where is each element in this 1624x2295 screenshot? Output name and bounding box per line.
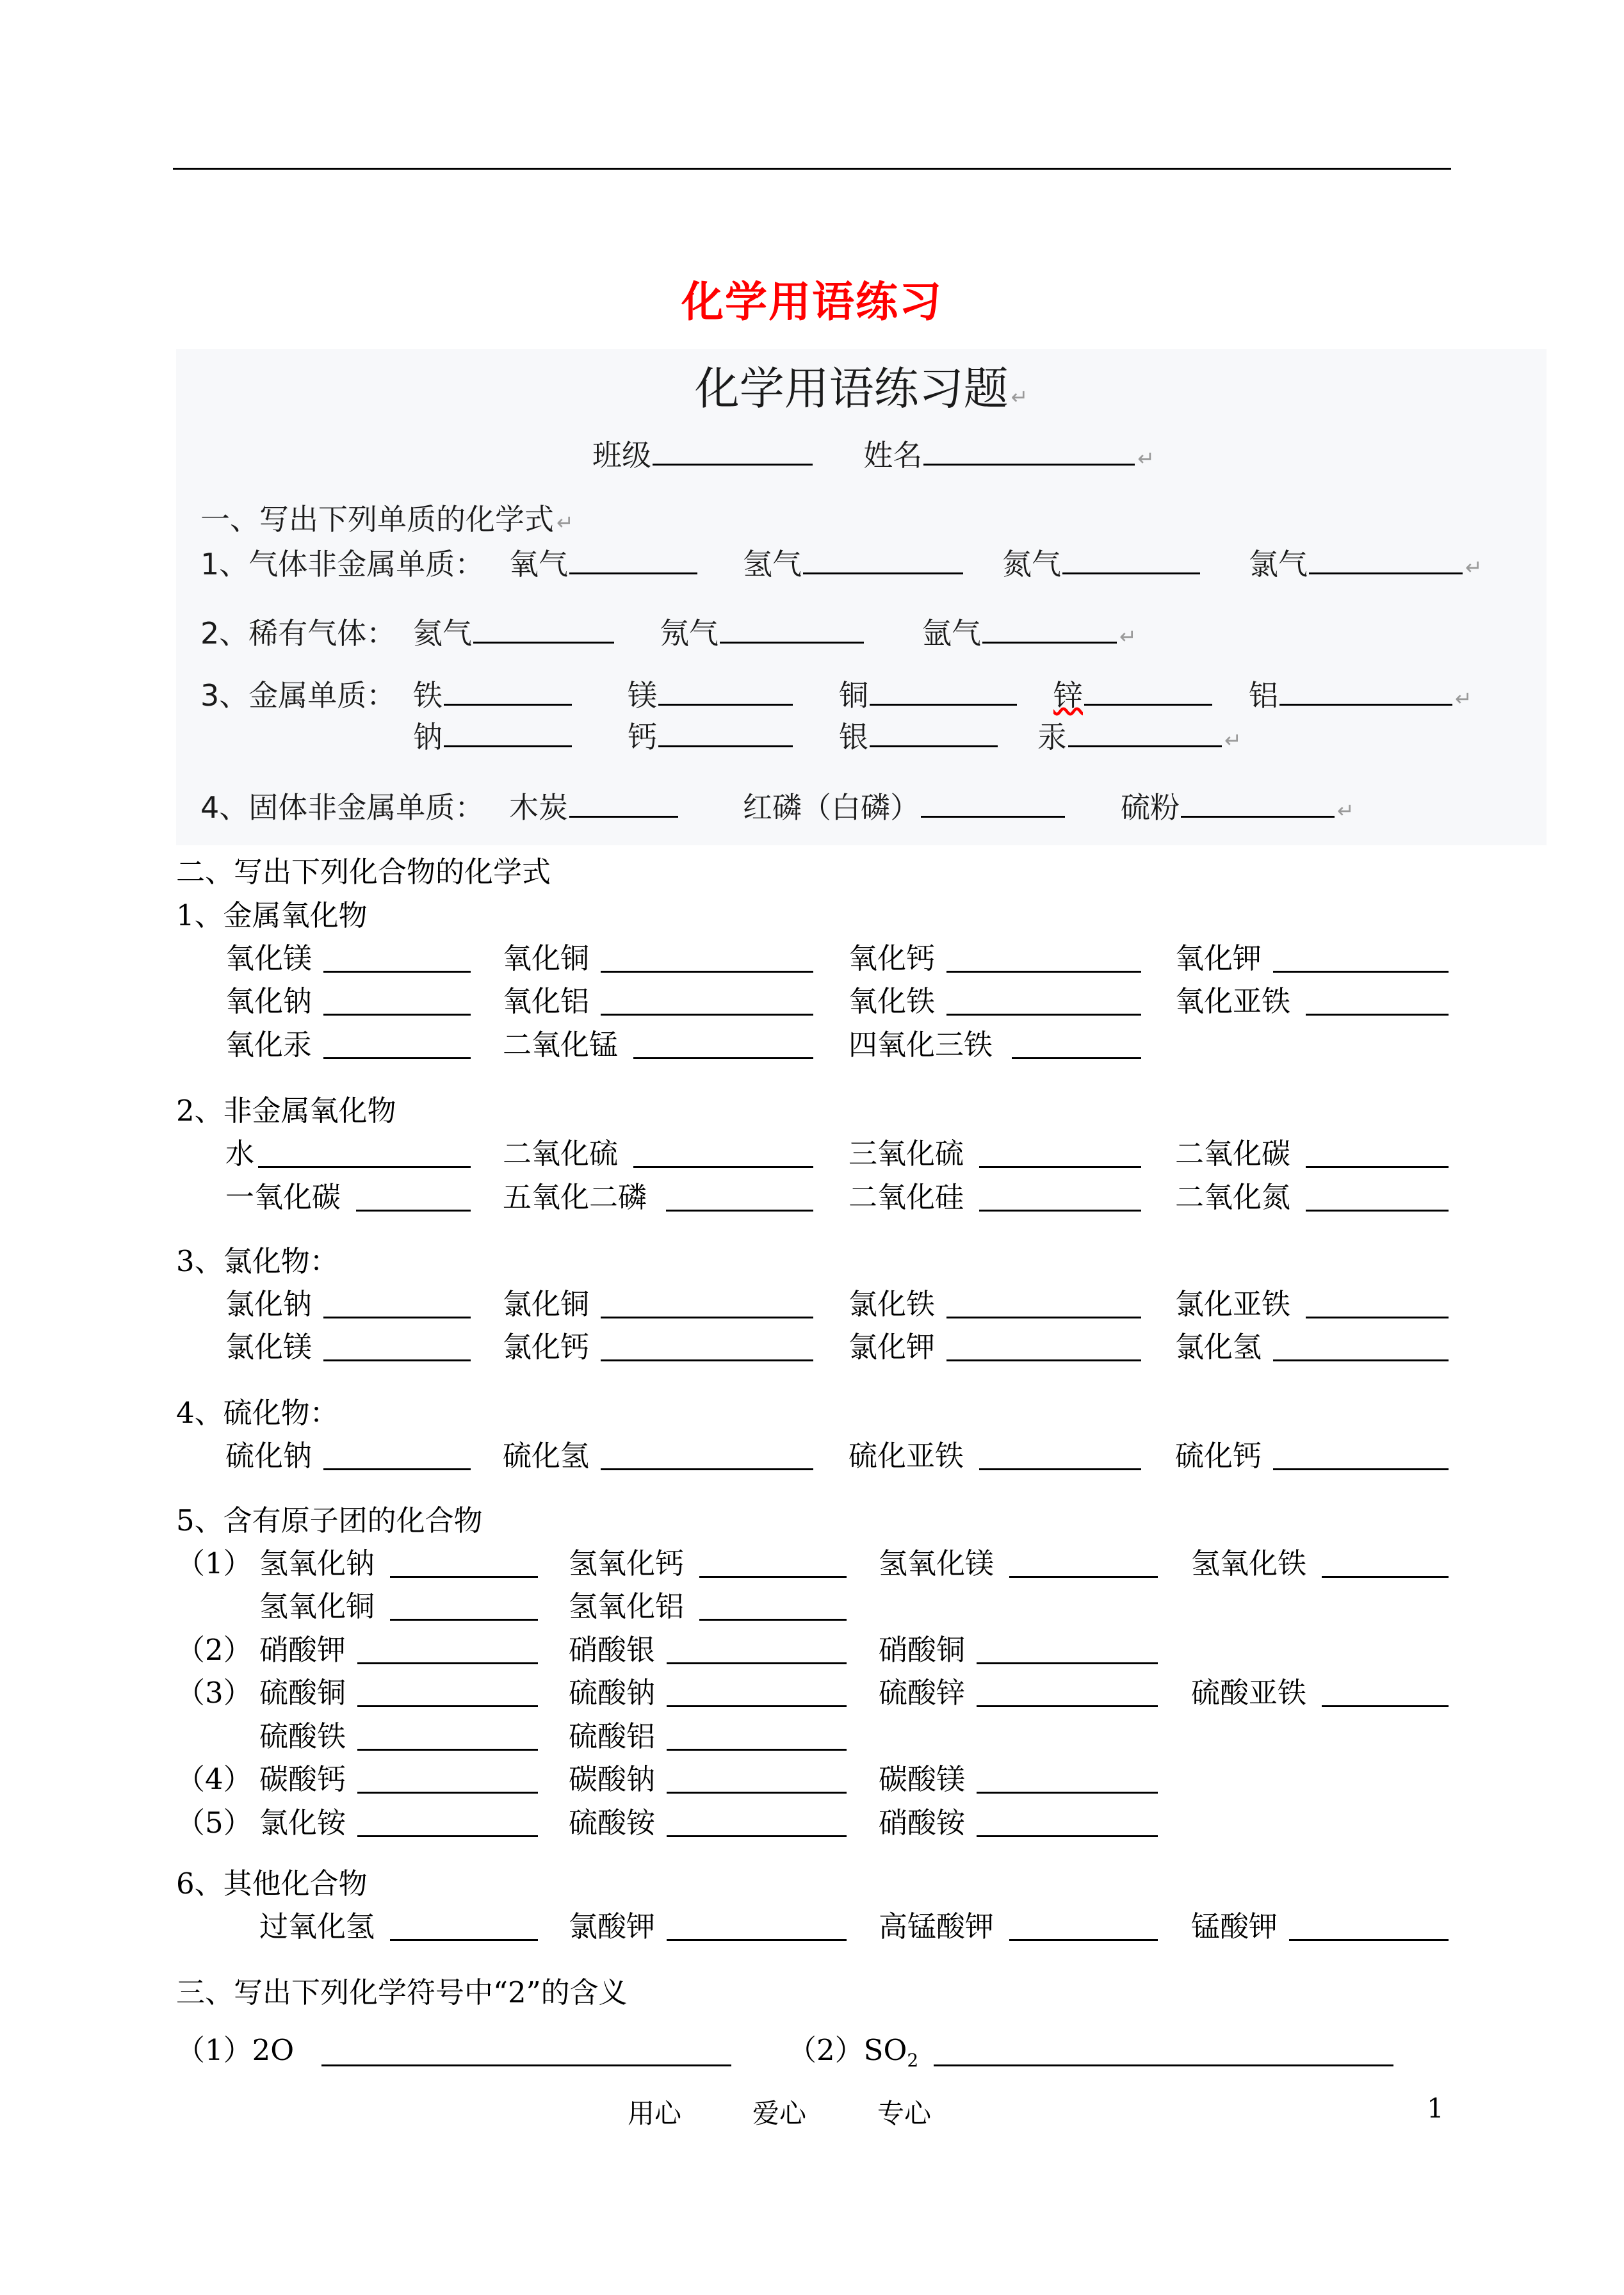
footer-motto-3: 专心 xyxy=(877,2098,932,2129)
r3-item: 镁 xyxy=(628,672,793,715)
compound-label: 硝酸铜 xyxy=(879,1633,966,1667)
footer-motto-2: 爱心 xyxy=(752,2098,807,2129)
compound-label: 氯化钙 xyxy=(503,1330,590,1364)
group-5-heading: 5、含有原子团的化合物 xyxy=(176,1504,483,1537)
r3-item: 钙 xyxy=(628,714,793,756)
answer-blank[interactable] xyxy=(601,1317,813,1318)
compound-label: 硫化氢 xyxy=(503,1439,590,1473)
r4-item: 红磷（白磷） xyxy=(743,784,1065,827)
r2-item: 氖气 xyxy=(660,610,864,653)
answer-blank[interactable] xyxy=(667,1939,847,1941)
compound-label: 水 xyxy=(225,1137,255,1171)
compound-label: 氧化铝 xyxy=(503,984,590,1018)
answer-blank[interactable] xyxy=(1306,1014,1449,1016)
compound-label: 氧化钾 xyxy=(1175,941,1262,975)
question-1: （1）2O xyxy=(176,2033,295,2067)
compound-label: 氧化钠 xyxy=(225,984,313,1018)
answer-blank[interactable] xyxy=(1306,1166,1449,1168)
worksheet-title: 化学用语练习题 ↵ xyxy=(694,362,1028,415)
answer-blank[interactable] xyxy=(323,971,471,973)
answer-blank[interactable] xyxy=(979,1210,1141,1212)
answer-blank[interactable] xyxy=(633,1166,813,1168)
r3-item: 银 xyxy=(839,714,998,756)
answer-blank[interactable] xyxy=(979,1468,1141,1470)
r1-item: 氧气 xyxy=(509,541,697,583)
compound-label: 高锰酸钾 xyxy=(879,1910,995,1943)
section-1-heading: 一、写出下列单质的化学式 ↵ xyxy=(200,502,574,537)
item-number: （1） xyxy=(176,1546,252,1580)
compound-label: 锰酸钾 xyxy=(1191,1910,1278,1943)
footer-motto-1: 用心 xyxy=(628,2098,682,2129)
r2-item: 氦气 xyxy=(413,610,614,653)
compound-label: 硫化钠 xyxy=(225,1439,313,1473)
r3-item: 锌 xyxy=(1053,672,1212,715)
compound-label: 二氧化硅 xyxy=(849,1180,964,1214)
compound-label: 氢氧化铁 xyxy=(1191,1546,1307,1580)
compound-label: 氧化亚铁 xyxy=(1175,984,1291,1018)
answer-blank[interactable] xyxy=(977,1792,1158,1794)
compound-label: 硫化钙 xyxy=(1175,1439,1262,1473)
answer-blank[interactable] xyxy=(1009,1576,1158,1578)
r1-item: 氯气 ↵ xyxy=(1249,547,1482,581)
compound-label: 硫化亚铁 xyxy=(849,1439,964,1473)
answer-blank[interactable] xyxy=(946,1014,1141,1016)
question-2: $(2)SO_2$ xyxy=(788,2033,919,2071)
answer-blank[interactable] xyxy=(1009,1939,1158,1941)
r3-item: 钠 xyxy=(413,714,572,756)
compound-label: 硫酸亚铁 xyxy=(1191,1676,1307,1710)
page-number: 1 xyxy=(1427,2093,1444,2124)
answer-blank[interactable] xyxy=(979,1166,1141,1168)
group-4-heading: 4、硫化物： xyxy=(176,1396,339,1430)
answer-blank[interactable] xyxy=(699,1576,847,1578)
answer-blank[interactable] xyxy=(601,1468,813,1470)
answer-blank[interactable] xyxy=(323,1468,471,1470)
compound-label: 碳酸镁 xyxy=(879,1762,966,1796)
r4-item: 木炭 xyxy=(509,784,678,827)
compound-label: 硝酸银 xyxy=(569,1633,656,1667)
compound-label: 氯化铜 xyxy=(503,1287,590,1321)
answer-blank[interactable] xyxy=(667,1835,847,1837)
compound-label: 氧化钙 xyxy=(849,941,936,975)
answer-blank[interactable] xyxy=(1289,1939,1449,1941)
r3-item: 铜 xyxy=(839,672,1017,715)
compound-label: 氢氧化铝 xyxy=(569,1589,685,1623)
item-number: （5） xyxy=(176,1806,252,1840)
group-1-heading: 1、金属氧化物 xyxy=(176,898,368,932)
compound-label: 氯酸钾 xyxy=(569,1910,656,1943)
r3-item: 铝 ↵ xyxy=(1249,678,1472,713)
answer-blank[interactable] xyxy=(977,1835,1158,1837)
answer-blank[interactable] xyxy=(357,1835,538,1837)
answer-blank[interactable] xyxy=(633,1057,813,1059)
compound-label: 氯化镁 xyxy=(225,1330,313,1364)
answer-blank[interactable] xyxy=(323,1317,471,1318)
compound-label: 氯化钠 xyxy=(225,1287,313,1321)
group-2-heading: 2、非金属氧化物 xyxy=(176,1094,396,1128)
compound-label: 二氧化碳 xyxy=(1175,1137,1291,1171)
answer-blank[interactable] xyxy=(356,1210,471,1212)
answer-blank[interactable] xyxy=(357,1749,538,1751)
answer-blank[interactable] xyxy=(666,1210,813,1212)
answer-blank[interactable] xyxy=(1273,971,1449,973)
group-6-heading: 6、其他化合物 xyxy=(176,1867,368,1901)
group-3-heading: 3、氯化物： xyxy=(176,1244,339,1278)
compound-label: 氧化铁 xyxy=(849,984,936,1018)
answer-blank[interactable] xyxy=(1306,1210,1449,1212)
answer-blank[interactable] xyxy=(667,1749,847,1751)
compound-label: 二氧化硫 xyxy=(503,1137,619,1171)
section-2-heading: 二、写出下列化合物的化学式 xyxy=(176,855,551,889)
compound-label: 硫酸铜 xyxy=(259,1676,346,1710)
answer-blank[interactable] xyxy=(946,1317,1141,1318)
compound-label: 碳酸钙 xyxy=(259,1762,346,1796)
answer-blank[interactable] xyxy=(323,1014,471,1016)
compound-label: 四氧化三铁 xyxy=(849,1028,993,1062)
compound-label: 氯化钾 xyxy=(849,1330,936,1364)
answer-line-2[interactable] xyxy=(934,2064,1393,2066)
item-number: （2） xyxy=(176,1633,252,1667)
compound-label: 硫酸铁 xyxy=(259,1719,346,1753)
compound-label: 氯化铵 xyxy=(259,1806,346,1840)
compound-label: 氢氧化钙 xyxy=(569,1546,685,1580)
compound-label: 硝酸铵 xyxy=(879,1806,966,1840)
r3-item: 铁 xyxy=(413,672,572,715)
answer-blank[interactable] xyxy=(357,1705,538,1707)
answer-blank[interactable] xyxy=(323,1057,471,1059)
compound-label: 硫酸铝 xyxy=(569,1719,656,1753)
compound-label: 氯化亚铁 xyxy=(1175,1287,1291,1321)
document-title: 化学用语练习 xyxy=(681,277,943,327)
compound-label: 硝酸钾 xyxy=(259,1633,346,1667)
answer-blank[interactable] xyxy=(601,1014,813,1016)
compound-label: 氢氧化钠 xyxy=(259,1546,375,1580)
r1-item: 氢气 xyxy=(743,541,963,583)
answer-blank[interactable] xyxy=(1306,1317,1449,1318)
answer-blank[interactable] xyxy=(667,1705,847,1707)
answer-line-1[interactable] xyxy=(321,2064,731,2066)
r4-item: 硫粉 ↵ xyxy=(1121,790,1354,825)
compound-label: 硫酸铵 xyxy=(569,1806,656,1840)
answer-blank[interactable] xyxy=(946,971,1141,973)
r2-head: 2、稀有气体： xyxy=(200,616,396,651)
r3-head: 3、金属单质： xyxy=(200,678,396,713)
header-rule xyxy=(173,168,1451,170)
compound-label: 二氧化锰 xyxy=(503,1028,619,1062)
worksheet-image xyxy=(176,349,1547,845)
compound-label: 氧化镁 xyxy=(225,941,313,975)
compound-label: 五氧化二磷 xyxy=(503,1180,647,1214)
answer-blank[interactable] xyxy=(390,1939,538,1941)
r1-head: 1、气体非金属单质： xyxy=(200,547,485,581)
compound-label: 氢氧化镁 xyxy=(879,1546,995,1580)
compound-label: 硫酸钠 xyxy=(569,1676,656,1710)
section-3-heading: 三、写出下列化学符号中“2”的含义 xyxy=(176,1975,628,2009)
answer-blank[interactable] xyxy=(323,1359,471,1361)
answer-blank[interactable] xyxy=(601,971,813,973)
answer-blank[interactable] xyxy=(977,1705,1158,1707)
answer-blank[interactable] xyxy=(390,1576,538,1578)
r4-head: 4、固体非金属单质： xyxy=(200,790,485,825)
answer-blank[interactable] xyxy=(1012,1057,1141,1059)
compound-label: 过氧化氢 xyxy=(259,1910,375,1943)
answer-blank[interactable] xyxy=(1322,1705,1449,1707)
compound-label: 碳酸钠 xyxy=(569,1762,656,1796)
answer-blank[interactable] xyxy=(977,1662,1158,1664)
compound-label: 氢氧化铜 xyxy=(259,1589,375,1623)
class-name-row: 班级 姓名 ↵ xyxy=(592,438,1155,473)
compound-label: 硫酸锌 xyxy=(879,1676,966,1710)
r3-item: 汞 ↵ xyxy=(1037,720,1242,754)
answer-blank[interactable] xyxy=(1273,1359,1449,1361)
compound-label: 三氧化硫 xyxy=(849,1137,964,1171)
answer-blank[interactable] xyxy=(258,1166,471,1168)
r1-item: 氮气 xyxy=(1002,541,1200,583)
r2-item: 氩气 ↵ xyxy=(922,616,1137,651)
answer-blank[interactable] xyxy=(390,1619,538,1621)
answer-blank[interactable] xyxy=(946,1359,1141,1361)
answer-blank[interactable] xyxy=(357,1792,538,1794)
compound-label: 一氧化碳 xyxy=(225,1180,341,1214)
answer-blank[interactable] xyxy=(667,1792,847,1794)
item-number: （4） xyxy=(176,1762,252,1796)
answer-blank[interactable] xyxy=(667,1662,847,1664)
answer-blank[interactable] xyxy=(357,1662,538,1664)
compound-label: 氧化汞 xyxy=(225,1028,313,1062)
item-number: （3） xyxy=(176,1676,252,1710)
answer-blank[interactable] xyxy=(699,1619,847,1621)
compound-label: 二氧化氮 xyxy=(1175,1180,1291,1214)
answer-blank[interactable] xyxy=(1273,1468,1449,1470)
answer-blank[interactable] xyxy=(1322,1576,1449,1578)
compound-label: 氧化铜 xyxy=(503,941,590,975)
compound-label: 氯化铁 xyxy=(849,1287,936,1321)
compound-label: 氯化氢 xyxy=(1175,1330,1262,1364)
answer-blank[interactable] xyxy=(601,1359,813,1361)
